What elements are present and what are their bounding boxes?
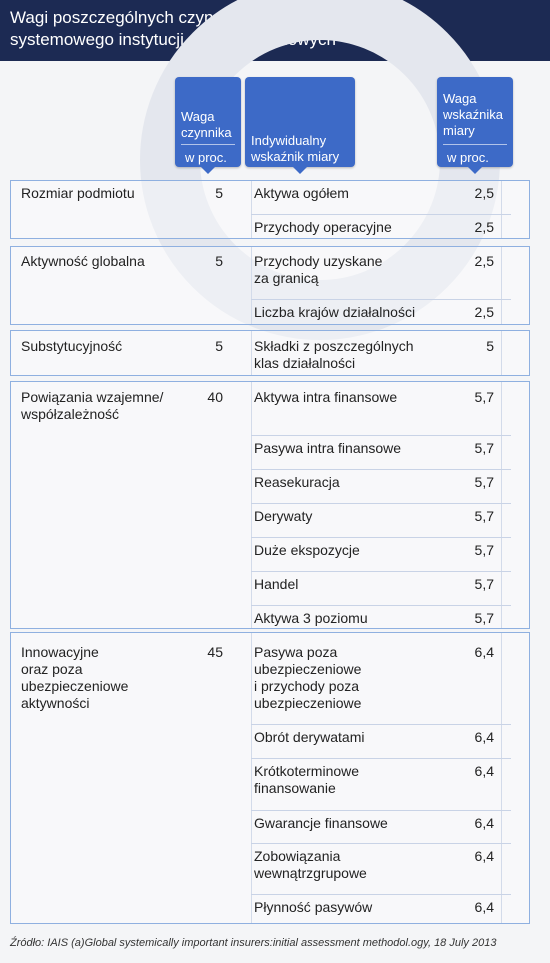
indicator-name: Aktywa 3 poziomu	[254, 610, 368, 626]
page-title-line-2: systemowego instytucji ubezpieczeniowych	[10, 30, 336, 49]
indicator-name: wewnątrzgrupowe	[254, 865, 367, 881]
indicator-weight: 2,5	[474, 253, 494, 269]
indicator-name: klas działalności	[254, 355, 356, 371]
indicator-weight: 6,4	[474, 899, 494, 915]
indicator-name: Aktywa ogółem	[254, 185, 349, 201]
factor-name: oraz poza	[21, 661, 83, 677]
indicator-name: Przychody uzyskane	[254, 253, 383, 269]
row-separator	[251, 843, 511, 844]
column-divider	[251, 382, 252, 628]
factor-name: Aktywność globalna	[21, 253, 145, 269]
indicator-weight: 2,5	[474, 219, 494, 235]
indicator-name: Krótkoterminowe	[254, 763, 360, 779]
factor-weight: 5	[215, 253, 223, 269]
header-indicator-line-2: wskaźnik miary	[251, 149, 340, 164]
indicator-weight: 6,4	[474, 763, 494, 779]
factor-weight: 40	[207, 389, 223, 405]
row-separator	[251, 435, 511, 436]
factor-name: Substytucyjność	[21, 338, 123, 354]
indicator-weight: 5,7	[474, 474, 494, 490]
indicator-name: Duże ekspozycje	[254, 542, 360, 558]
indicator-weight: 5	[486, 338, 494, 354]
header-indicator	[245, 77, 355, 167]
indicator-name: Płynność pasywów	[254, 899, 373, 915]
indicator-name: Reasekuracja	[254, 474, 340, 490]
factor-name: Rozmiar podmiotu	[21, 185, 135, 201]
header-factor-weight-line-3: w proc.	[185, 150, 227, 165]
factor-weight: 45	[207, 644, 223, 660]
factor-name: współzależność	[21, 406, 120, 422]
header-indicator-weight	[437, 77, 513, 167]
row-separator	[251, 571, 511, 572]
indicator-name: ubezpieczeniowe	[254, 695, 362, 711]
row-separator	[251, 758, 511, 759]
column-divider	[251, 331, 252, 375]
indicator-weight: 5,7	[474, 440, 494, 456]
row-separator	[251, 299, 511, 300]
header-indicator-weight-line-4: w proc.	[447, 150, 489, 165]
indicator-weight: 6,4	[474, 644, 494, 660]
indicator-name: Pasywa intra finansowe	[254, 440, 402, 456]
row-separator	[251, 605, 511, 606]
factor-name: Innowacyjne	[21, 644, 99, 660]
indicator-name: finansowanie	[254, 780, 336, 796]
indicator-name: Składki z poszczególnych	[254, 338, 414, 354]
indicator-name: Derywaty	[254, 508, 313, 524]
page-title-line-1: Wagi poszczególnych czynników globalnego znaczenia	[10, 8, 427, 27]
header-indicator-weight-line-2: wskaźnika	[443, 107, 503, 122]
factor-weight: 5	[215, 338, 223, 354]
header-factor-weight-line-2: czynnika	[181, 125, 232, 140]
indicator-name: Handel	[254, 576, 299, 592]
row-separator	[251, 894, 511, 895]
row-separator	[251, 537, 511, 538]
indicator-name: i przychody poza	[254, 678, 360, 694]
indicator-weight: 6,4	[474, 815, 494, 831]
indicator-name: Aktywa intra finansowe	[254, 389, 398, 405]
column-divider	[251, 247, 252, 324]
indicator-name: Zobowiązania	[254, 848, 341, 864]
factor-name: aktywności	[21, 695, 90, 711]
indicator-weight: 5,7	[474, 389, 494, 405]
header-factor-weight	[175, 77, 241, 167]
row-separator	[251, 214, 511, 215]
indicator-weight: 5,7	[474, 610, 494, 626]
column-divider	[251, 633, 252, 923]
column-divider	[501, 382, 502, 628]
indicator-name: Obrót derywatami	[254, 729, 365, 745]
title-bar	[0, 0, 550, 61]
indicator-weight: 5,7	[474, 508, 494, 524]
indicator-name: ubezpieczeniowe	[254, 661, 362, 677]
indicator-weight: 2,5	[474, 304, 494, 320]
header-indicator-weight-line-3: miary	[443, 123, 475, 138]
indicator-weight: 5,7	[474, 576, 494, 592]
indicator-weight: 6,4	[474, 848, 494, 864]
row-separator	[251, 469, 511, 470]
column-divider	[501, 247, 502, 324]
row-separator	[251, 724, 511, 725]
header-indicator-line-1: Indywidualny	[251, 133, 327, 148]
row-separator	[251, 810, 511, 811]
factor-name: ubezpieczeniowe	[21, 678, 129, 694]
indicator-weight: 2,5	[474, 185, 494, 201]
indicator-weight: 5,7	[474, 542, 494, 558]
indicator-name: Gwarancje finansowe	[254, 815, 388, 831]
header-indicator-weight-line-1: Waga	[443, 91, 477, 106]
source-footer: Źródło: IAIS (a)Global systemically important insurers:initial assessment methodol.ogy, 18 July 2013	[10, 937, 497, 949]
column-divider	[501, 633, 502, 923]
row-separator	[251, 503, 511, 504]
column-divider	[501, 181, 502, 238]
indicator-name: za granicą	[254, 270, 319, 286]
indicator-name: Przychody operacyjne	[254, 219, 392, 235]
column-divider	[251, 181, 252, 238]
factor-weight: 5	[215, 185, 223, 201]
header-factor-weight-line-1: Waga	[181, 109, 215, 124]
indicator-name: Liczba krajów działalności	[254, 304, 416, 320]
factor-name: Powiązania wzajemne/	[21, 389, 164, 405]
column-divider	[501, 331, 502, 375]
indicator-name: Pasywa poza	[254, 644, 338, 660]
indicator-weight: 6,4	[474, 729, 494, 745]
